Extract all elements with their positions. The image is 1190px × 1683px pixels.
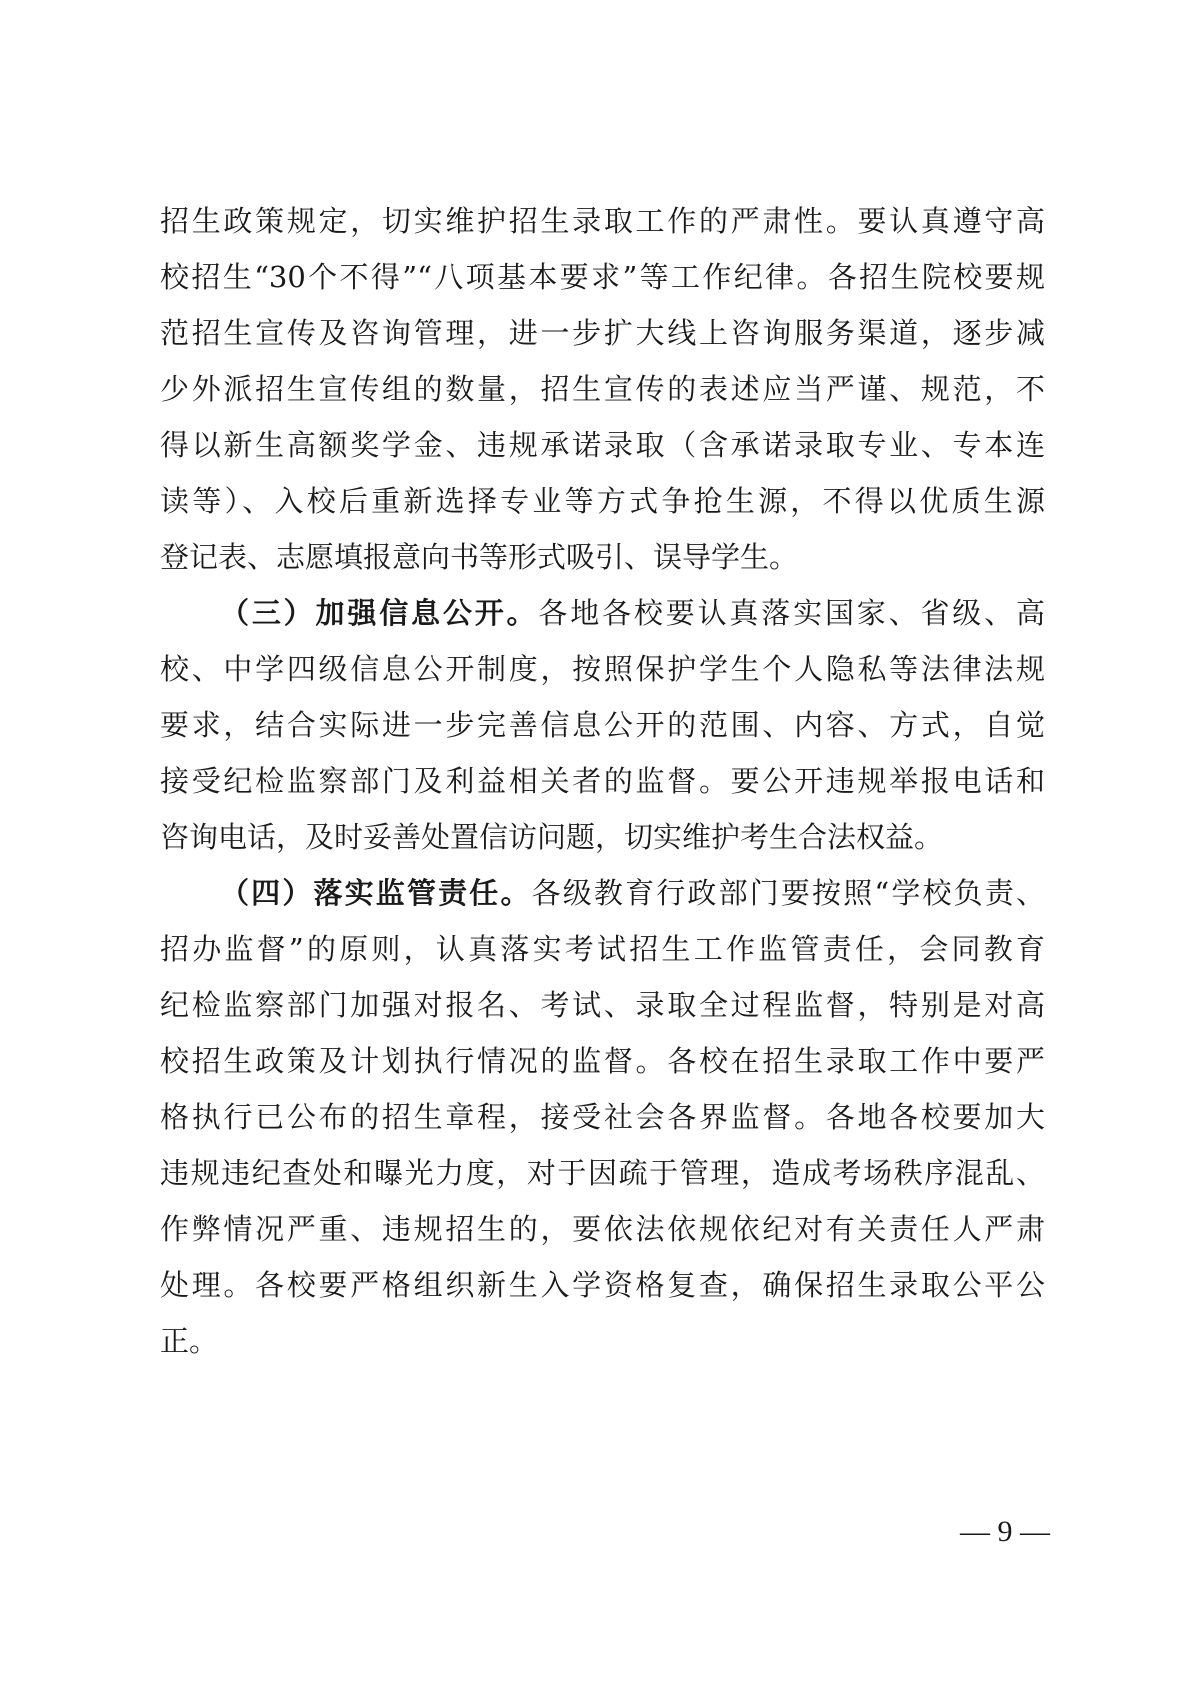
body-text-line: 得以新生高额奖学金、违规承诺录取（含承诺录取专业、专本连 <box>160 428 1045 462</box>
body-text-line: 格执行已公布的招生章程，接受社会各界监督。各地各校要加大 <box>160 1100 1045 1134</box>
section-4-first-line <box>220 863 1045 923</box>
body-text-line: 登记表、志愿填报意向书等形式吸引、误导学生。 <box>160 540 799 574</box>
section-heading-3: （三）加强信息公开。 <box>220 596 539 630</box>
body-text-line: 校招生政策及计划执行情况的监督。各校在招生录取工作中要严 <box>160 1044 1045 1078</box>
page-number: — 9 — <box>960 1515 1050 1548</box>
body-text-line: 违规违纪查处和曝光力度，对于因疏于管理，造成考场秩序混乱、 <box>160 1156 1045 1190</box>
body-text-line: 少外派招生宣传组的数量，招生宣传的表述应当严谨、规范，不 <box>160 372 1045 406</box>
section-3-first-line <box>220 583 1045 643</box>
body-text-line: 作弊情况严重、违规招生的，要依法依规依纪对有关责任人严肃 <box>160 1212 1045 1246</box>
section-3-first-line-text: 各地各校要认真落实国家、省级、高 <box>538 596 1045 630</box>
section-4-first-line-text: 各级教育行政部门要按照“学校负责、 <box>531 876 1045 910</box>
body-text-line: 范招生宣传及咨询管理，进一步扩大线上咨询服务渠道，逐步减 <box>160 316 1045 350</box>
body-text-line: 接受纪检监察部门及利益相关者的监督。要公开违规举报电话和 <box>160 764 1045 798</box>
body-text-line: 正。 <box>160 1324 219 1358</box>
body-text-line: 招生政策规定，切实维护招生录取工作的严肃性。要认真遵守高 <box>160 204 1045 238</box>
body-text-line: 读等）、入校后重新选择专业等方式争抢生源，不得以优质生源 <box>160 484 1045 518</box>
body-text-line: 处理。各校要严格组织新生入学资格复查，确保招生录取公平公 <box>160 1268 1045 1302</box>
body-text-line: 要求，结合实际进一步完善信息公开的范围、内容、方式，自觉 <box>160 708 1045 742</box>
body-text-line: 招办监督”的原则，认真落实考试招生工作监管责任，会同教育 <box>160 932 1045 966</box>
section-heading-4: （四）落实监管责任。 <box>220 876 532 910</box>
body-text-line: 纪检监察部门加强对报名、考试、录取全过程监督，特别是对高 <box>160 988 1045 1022</box>
body-text-line: 咨询电话，及时妥善处置信访问题，切实维护考生合法权益。 <box>160 820 944 854</box>
body-text-line: 校招生“30个不得”“八项基本要求”等工作纪律。各招生院校要规 <box>160 260 1045 294</box>
body-text-line: 校、中学四级信息公开制度，按照保护学生个人隐私等法律法规 <box>160 652 1045 686</box>
